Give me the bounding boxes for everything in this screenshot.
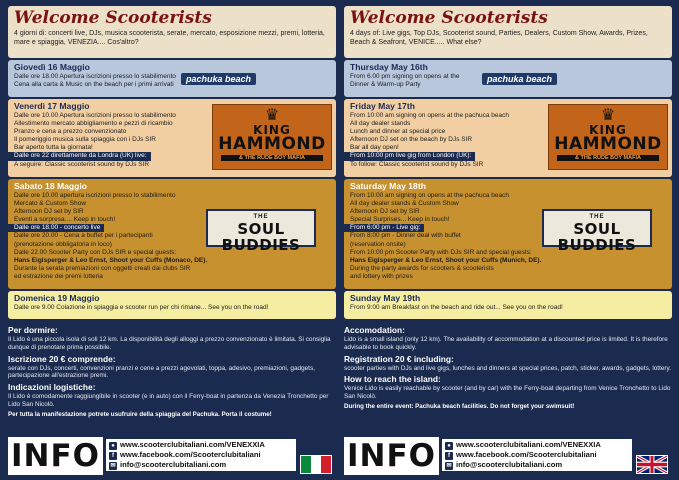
day-sunday-box <box>344 291 672 319</box>
schedule-line: and lottery with prizes <box>350 272 413 280</box>
schedule-line: Dalle ore 10.00 apertura iscrizioni presso lo stabilimento <box>14 192 176 199</box>
info-section <box>8 323 336 419</box>
schedule-line: Dalle ore 9.00 Colazione in spiaggia e scooter run per chi rimane... See you on the road! <box>14 304 269 311</box>
schedule-line: From 10:00 am signing on opens at the pachuca beach <box>350 112 509 119</box>
website-link[interactable]: ● www.scooterclubitaliani.com/VENEXXIA <box>445 440 629 450</box>
logo-text: & THE RUDE BOY MAFIA <box>557 155 659 161</box>
crown-icon: ♛ <box>600 107 616 124</box>
guests-line: Hans Eiglsperger & Leo Ernst, Shoot your Cuffs (Munich, DE). <box>350 256 542 264</box>
welcome-text: 4 days of: Live gigs, Top DJs, Scooterist sound, Parties, Dealers, Custom Show, Awards, Prizes, Beach & Seafront, VENICE..... What else? <box>350 30 648 46</box>
schedule-line: During the party awards for scooters & scooterists <box>350 264 494 272</box>
welcome-title: Welcome Scooterists <box>350 8 548 28</box>
pachuka-beach-logo: pachuka beach <box>482 73 557 85</box>
welcome-box <box>344 6 672 58</box>
schedule-line: (reservation onsite) <box>350 240 406 248</box>
schedule-line: Special Surprises... Keep in touch! <box>350 216 450 224</box>
facebook-link[interactable]: f www.facebook.com/Scooterclubitaliani <box>109 450 293 460</box>
globe-icon: ● <box>445 442 453 450</box>
globe-icon: ● <box>109 442 117 450</box>
logo-text: SOUL BUDDIES <box>557 220 637 254</box>
info-heading: Accomodation: <box>344 325 405 335</box>
guests-line: Hans Eiglsperger & Leo Ernst, Shoot your Cuffs (Monaco, DE). <box>14 256 208 264</box>
info-paragraph: serate con DJs, concerti, convenzioni pranzi e cene a prezzi agevolati, toppa, adesivo, premiazioni, gadgets, partecipazione all'estrazione premi. <box>8 364 315 380</box>
schedule-line: Lunch and dinner at special price <box>350 128 446 136</box>
schedule-line: Dinner & Warm-up Party <box>350 81 421 89</box>
schedule-line: Bar aperto tutta la giornata! <box>14 144 93 152</box>
schedule-line: Allestimento mercato abbigliamento e pezzi di ricambio <box>14 120 173 128</box>
logo-text: THE <box>253 214 269 220</box>
mail-icon: ✉ <box>446 463 452 469</box>
welcome-box <box>8 6 336 58</box>
day-thursday-box <box>344 60 672 97</box>
pachuka-beach-logo: pachuka beach <box>181 73 256 85</box>
day-title: Giovedì 16 Maggio <box>14 62 90 72</box>
schedule-line: Afternoon DJ set by SIR <box>14 208 84 216</box>
schedule-line: Durante la serata premiazioni con oggetti creati dai clubs SIR <box>14 264 191 272</box>
schedule-line: ed estrazione dei premi lotteria <box>14 272 103 280</box>
day-title: Venerdì 17 Maggio <box>14 101 90 111</box>
email-link[interactable]: ✉ info@scooterclubitaliani.com <box>110 460 227 469</box>
logo-text: KING <box>253 123 291 137</box>
schedule-line: From 10:00 pm Scooter Party with DJs SIR and special guests: <box>350 248 532 256</box>
logo-text: HAMMOND <box>554 134 662 154</box>
day-title: Sabato 18 Maggio <box>14 181 88 191</box>
schedule-line: From 8:00 pm - Dinner deal with buffet <box>350 232 461 240</box>
mail-icon: ✉ <box>110 463 116 469</box>
schedule-line: From 6.00 pm signing on opens at the <box>350 73 460 80</box>
info-note: During the entire event: Pachuka beach facilities. Do not forget your swimsuit! <box>344 402 575 410</box>
info-paragraph: Il Lido è comodamente raggiungibile in scooter (e in auto) con il Ferry-boat in partenza da Venezia Tronchetto per Lido San Nicolò. <box>8 393 329 408</box>
schedule-line: Dalle 22.00 Scooter Party con DJs SIR e special guests: <box>14 248 177 256</box>
soul-buddies-logo <box>206 209 316 254</box>
schedule-line: Mercato & Custom Show <box>14 200 86 208</box>
highlight-line: Dalle ore 18.00 - concerto live <box>8 224 104 232</box>
schedule-line: Eventi a sorpresa.... Keep in touch! <box>14 216 116 224</box>
schedule-line: All day dealer stands & Custom Show <box>350 200 459 208</box>
info-note: Per tutta la manifestazione potrete usufruire della spiaggia del Pachuka. Porta il costume! <box>8 410 272 418</box>
email-link[interactable]: ✉ info@scooterclubitaliani.com <box>446 460 563 469</box>
logo-text: & THE RUDE BOY MAFIA <box>221 155 323 161</box>
uk-flag-icon <box>636 455 668 474</box>
schedule-line: Bar all day open! <box>350 144 399 152</box>
info-label: INFO <box>8 437 103 475</box>
schedule-line: Dalle ore 10.00 Apertura iscrizioni presso lo stabilimento <box>14 112 176 119</box>
schedule-line: Cena alla carta & Music on the beach per i primi arrivati <box>14 81 174 89</box>
welcome-title: Welcome Scooterists <box>14 8 212 28</box>
highlight-line: From 6:00 pm - Live gig: <box>344 224 424 232</box>
schedule-line: A seguire: Classic scooterist sound by DJs SIR <box>14 160 150 168</box>
day-friday-box <box>8 99 336 177</box>
info-heading: Indicazioni logistiche: <box>8 382 96 393</box>
day-sunday-box <box>8 291 336 319</box>
king-hammond-logo <box>548 104 668 170</box>
highlight-line: From 10:00 pm live gig from London (UK): <box>344 152 475 160</box>
info-paragraph: scooter parties with DJs and live gigs, lunches and dinners at special prices, patch, sticker, awards, gadgets, lottery. <box>344 364 672 372</box>
info-paragraph: Venice Lido is easily reachable by scooter (and by car) with the Ferry-boat departing from Venice Tronchetto to Lido San Nicolò. <box>344 385 671 401</box>
footer <box>344 437 672 475</box>
logo-text: SOUL BUDDIES <box>221 220 301 254</box>
schedule-line: To follow: Classic scooterist sound by DJs SIR <box>350 160 484 168</box>
soul-buddies-logo <box>542 209 652 254</box>
contact-links <box>442 439 632 471</box>
info-paragraph: Lido is a small island (only 12 km). The availability of accommodation at a discounted price is limited. It is therefore advisable to book quickly. <box>344 336 668 351</box>
schedule-line: Dalle ore 18.00 Apertura iscrizioni presso lo stabilimento <box>14 73 176 80</box>
day-title: Friday May 17th <box>350 101 415 111</box>
logo-text: KING <box>589 123 627 137</box>
website-link[interactable]: ● www.scooterclubitaliani.com/VENEXXIA <box>109 440 293 450</box>
day-friday-box <box>344 99 672 177</box>
footer <box>8 437 336 475</box>
day-title: Saturday May 18th <box>350 181 426 191</box>
facebook-icon: f <box>445 452 453 460</box>
logo-text: HAMMOND <box>218 134 326 154</box>
schedule-line: From 9:00 am Breakfast on the beach and ride out... See you on the road! <box>350 304 563 311</box>
schedule-line: Afternoon DJ set on the beach by DJs SIR <box>350 136 473 144</box>
schedule-line: Il pomeriggio musica sulla spiaggia con i DJs SIR <box>14 136 156 144</box>
welcome-text: 4 giorni di: concerti live, DJs, musica scooterista, serate, mercato, esposizione mezzi, premi, lotteria, mare e spiaggia, VENEZIA.... Cos'altro? <box>14 30 325 46</box>
schedule-line: All day dealer stands <box>350 120 411 128</box>
facebook-icon: f <box>109 452 117 460</box>
info-heading: Iscrizione 20 € comprende: <box>8 353 116 364</box>
logo-text: THE <box>589 214 605 220</box>
info-paragraph: Il Lido è una piccola isola di soli 12 km. La disponibilità degli alloggi a prezzo convenzionato è limitata. Si consiglia dunque di prenotare prima possibile. <box>8 336 331 351</box>
day-title: Sunday May 19th <box>350 293 421 303</box>
day-thursday-box <box>8 60 336 97</box>
info-heading: Registration 20 € including: <box>344 353 454 364</box>
info-heading: How to reach the island: <box>344 374 441 385</box>
info-heading: Per dormire: <box>8 325 58 335</box>
italian-flag-icon <box>300 455 332 474</box>
schedule-line: Afternoon DJ set by SIR <box>350 208 420 216</box>
day-saturday-box <box>8 179 336 289</box>
day-title: Domenica 19 Maggio <box>14 293 100 303</box>
king-hammond-logo <box>212 104 332 170</box>
day-saturday-box <box>344 179 672 289</box>
facebook-link[interactable]: f www.facebook.com/Scooterclubitaliani <box>445 450 629 460</box>
contact-links <box>106 439 296 471</box>
schedule-line: (prenotazione obbligatoria in loco) <box>14 240 112 248</box>
day-title: Thursday May 16th <box>350 62 428 72</box>
schedule-line: Dalle ore 20.00 - Cena a buffet per i partecipanti <box>14 232 153 240</box>
schedule-line: From 10:00 am signing on opens at the pachuca beach <box>350 192 509 199</box>
info-section <box>344 323 672 411</box>
info-label: INFO <box>344 437 439 475</box>
highlight-line: Dalle ore 22 direttamente da Londra (UK) live: <box>8 152 151 160</box>
crown-icon: ♛ <box>264 107 280 124</box>
schedule-line: Pranzo e cena a prezzo convenzionato <box>14 128 127 136</box>
